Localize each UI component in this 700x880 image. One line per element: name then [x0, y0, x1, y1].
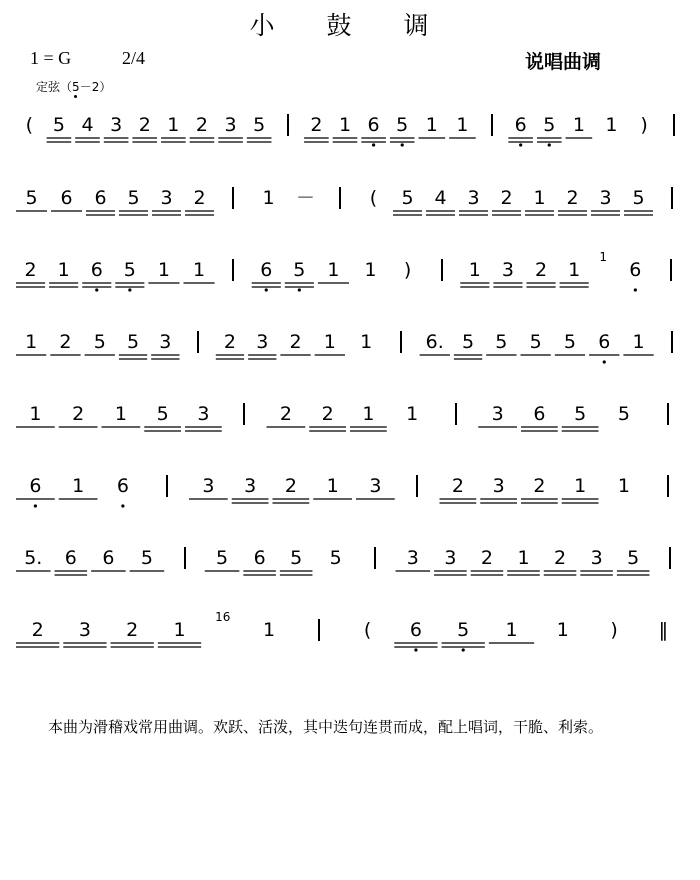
note: 3 [202, 475, 215, 497]
barline [232, 259, 234, 281]
note: 3 [491, 403, 504, 425]
score-symbol: ) [610, 619, 618, 641]
low-octave-dot [414, 648, 417, 651]
barline [184, 547, 186, 569]
note: 3 [501, 259, 514, 281]
note: 1 [25, 331, 38, 353]
note: 3 [244, 475, 257, 497]
barline [243, 403, 245, 425]
note: 2 [31, 619, 44, 641]
note: 5 [329, 547, 342, 569]
note: 4 [434, 187, 447, 209]
note: 2 [533, 475, 546, 497]
note: 1 [338, 114, 352, 136]
note: 5 [543, 114, 556, 136]
score-symbol: ( [369, 187, 378, 209]
note: 3 [159, 331, 172, 353]
note: 1 [406, 403, 419, 425]
note: 1 [323, 331, 336, 353]
note: 6 [629, 259, 642, 281]
note: 2 [289, 331, 302, 353]
barline [374, 547, 376, 569]
note: 6 [60, 187, 73, 209]
note: 1 [193, 259, 206, 281]
note: 1 [57, 259, 70, 281]
score-symbol: ( [363, 619, 372, 641]
note: 1 [157, 259, 170, 281]
note: 5 [25, 187, 38, 209]
note: 1 [456, 114, 469, 136]
note: 5 [93, 331, 106, 353]
note: 1 [517, 547, 530, 569]
note: 1 [605, 114, 618, 136]
score-symbol: － [295, 187, 315, 209]
note: 1 [574, 475, 587, 497]
note: 2 [193, 187, 206, 209]
barline [166, 475, 168, 497]
barline [232, 187, 234, 209]
note: 6 [598, 331, 611, 353]
note: 6 [367, 114, 380, 136]
note: 2 [279, 403, 292, 425]
barline [671, 331, 673, 353]
time-signature: 2/4 [122, 48, 146, 68]
note: 5 [156, 403, 169, 425]
note: 1 [617, 475, 630, 497]
note: 1 [167, 114, 180, 136]
barline [416, 475, 418, 497]
note: 1 [505, 619, 518, 641]
note: 2 [72, 403, 85, 425]
barline [287, 114, 289, 136]
note: 1 [572, 114, 585, 136]
note: 6 [409, 619, 422, 641]
note: 5 [396, 114, 409, 136]
note: 3 [256, 331, 269, 353]
barline [667, 403, 669, 425]
note: 2 [566, 187, 579, 209]
note: 3 [197, 403, 210, 425]
note: 5 [52, 114, 65, 136]
note: 6 [29, 475, 42, 497]
low-octave-dot [95, 288, 98, 291]
note: 5 [216, 547, 229, 569]
note: 1 [568, 259, 581, 281]
barline [667, 475, 669, 497]
note: 1 [72, 475, 85, 497]
note: 2 [554, 547, 567, 569]
note: 2 [321, 403, 334, 425]
note: 2 [138, 114, 151, 136]
note: 5 [401, 187, 414, 209]
note: 1 [425, 114, 438, 136]
low-octave-dot [603, 360, 606, 363]
note: 3 [599, 187, 612, 209]
score-symbol: ) [640, 114, 648, 136]
note: 5 [127, 187, 140, 209]
low-octave-dot [34, 504, 37, 507]
note: 3 [369, 475, 382, 497]
note: 5 [127, 331, 140, 353]
score-symbol: ( [25, 114, 33, 136]
low-octave-dot [548, 143, 551, 146]
note: 5 [617, 403, 630, 425]
description-text: 本曲为滑稽戏常用曲调。欢跃、活泼，其中迭句连贯而成，配上唱词，干脆、利索。 [48, 718, 604, 736]
score-symbol: ‖ [658, 619, 669, 641]
low-octave-dot [462, 648, 465, 651]
note: 2 [24, 259, 37, 281]
note: 1 [533, 187, 546, 209]
note: 2 [535, 259, 548, 281]
note: 1 [364, 259, 377, 281]
note: 6 [102, 547, 115, 569]
key-signature: 1 = G [30, 48, 72, 68]
note: 3 [590, 547, 603, 569]
low-octave-dot [401, 143, 404, 146]
note: 2 [59, 331, 72, 353]
barline [669, 547, 671, 569]
grace-note: 16 [215, 610, 231, 624]
barline [671, 187, 673, 209]
barline [441, 259, 443, 281]
note: 6 [260, 259, 273, 281]
note: 3 [78, 619, 91, 641]
low-octave-dot [128, 288, 131, 291]
barline [339, 187, 341, 209]
note: 3 [444, 547, 457, 569]
note: 6 [514, 114, 527, 136]
tuning-open-paren: （ [60, 80, 73, 94]
note: 3 [467, 187, 480, 209]
note: 5 [495, 331, 508, 353]
note: 3 [224, 114, 237, 136]
note: 3 [160, 187, 173, 209]
low-octave-dot [519, 143, 522, 146]
low-octave-dot [372, 143, 375, 146]
barline [318, 619, 320, 641]
barline [673, 114, 675, 136]
barline [670, 259, 672, 281]
note: 3 [110, 114, 123, 136]
note: 4 [81, 114, 94, 136]
note: 2 [284, 475, 297, 497]
note: 2 [500, 187, 513, 209]
grace-note: 1 [599, 250, 608, 264]
low-octave-dot [298, 288, 301, 291]
low-octave-dot [265, 288, 268, 291]
note: 6 [533, 403, 546, 425]
barline [197, 331, 199, 353]
genre-label: 说唱曲调 [525, 51, 602, 73]
note: 3 [406, 547, 419, 569]
note: 5 [563, 331, 576, 353]
note: 1 [360, 331, 373, 353]
note: 5 [293, 259, 306, 281]
tuning-close-paren: ） [99, 80, 112, 94]
barline [455, 403, 457, 425]
note: 2 [451, 475, 464, 497]
note: 6 [253, 547, 266, 569]
barline [400, 331, 402, 353]
note: 5 [140, 547, 153, 569]
note: 1 [327, 259, 340, 281]
note: 6 [94, 187, 107, 209]
note: 5 [529, 331, 542, 353]
note: 5 [627, 547, 640, 569]
barline [491, 114, 493, 136]
note: 2 [310, 114, 323, 136]
tuning-low-note: 5 [72, 80, 80, 94]
note: 5. [24, 547, 43, 569]
note: 5 [290, 547, 303, 569]
note: 1 [173, 619, 186, 641]
note: 2 [195, 114, 208, 136]
note: 6 [116, 475, 129, 497]
score-symbol: ) [403, 259, 412, 281]
note: 5 [457, 619, 470, 641]
note: 2 [480, 547, 493, 569]
note: 1 [632, 331, 645, 353]
note: 5 [574, 403, 587, 425]
tuning-high-note: 2 [91, 80, 100, 94]
note: 1 [326, 475, 339, 497]
tuning-dash: － [79, 80, 92, 94]
note: 1 [263, 619, 276, 641]
note: 1 [362, 403, 375, 425]
note: 1 [114, 403, 127, 425]
note: 3 [492, 475, 505, 497]
low-octave-dot [634, 288, 637, 291]
note: 5 [253, 114, 266, 136]
note: 5 [123, 259, 136, 281]
low-octave-dot [121, 504, 124, 507]
note: 1 [468, 259, 481, 281]
song-title: 小 鼓 调 [249, 11, 451, 40]
note: 6 [90, 259, 103, 281]
note: 1 [29, 403, 42, 425]
note: 1 [556, 619, 569, 641]
note: 2 [126, 619, 139, 641]
tuning-label: 定弦 [36, 80, 61, 94]
note: 5 [632, 187, 645, 209]
note: 2 [223, 331, 236, 353]
note: 6 [64, 547, 77, 569]
note: 5 [462, 331, 475, 353]
note: 1 [262, 187, 275, 209]
note: 6. [425, 331, 444, 353]
